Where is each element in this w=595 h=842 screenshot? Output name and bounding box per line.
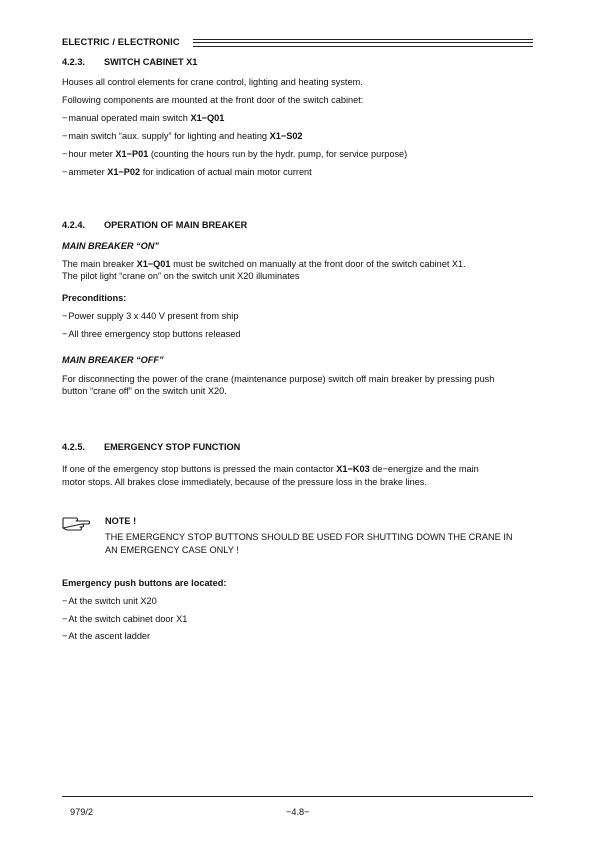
note-text: AN EMERGENCY CASE ONLY ! [105,545,239,555]
text: The main breaker [62,259,137,269]
component-code: X1−K03 [336,464,370,474]
preconditions-heading: Preconditions: [62,293,127,303]
section-title: SWITCH CABINET X1 [104,57,198,67]
component-code: X1−Q01 [136,259,171,269]
paragraph: The pilot light “crane on” on the switch unit X20 illuminates [62,271,300,281]
text: must be switched on manually at the front door of the switch cabinet X1. [170,259,466,269]
emergency-locations-heading: Emergency push buttons are located: [62,578,227,588]
dash: − [62,614,68,624]
list-item [62,149,407,159]
list-item [62,113,224,123]
section-title: EMERGENCY STOP FUNCTION [104,442,241,452]
list-item [62,311,238,321]
list-text: (counting the hours run by the hydr. pump, for service purpose) [148,149,408,159]
header-rule [193,39,533,47]
section-number: 4.2.5. [62,442,85,452]
paragraph: Houses all control elements for crane control, lighting and heating system. [62,77,363,87]
section-heading-4-2-4 [62,220,247,230]
list-text: At the switch unit X20 [68,596,157,606]
paragraph: button “crane off” on the switch unit X20. [62,386,227,396]
list-text: All three emergency stop buttons released [68,329,241,339]
list-text: ammeter [68,167,108,177]
note-title: NOTE ! [105,516,137,526]
section-number: 4.2.3. [62,57,85,67]
list-item [62,167,312,177]
section-number: 4.2.4. [62,220,85,230]
section-heading-4-2-3 [62,57,197,67]
paragraph: Following components are mounted at the front door of the switch cabinet: [62,95,364,105]
component-code: X1−P02 [107,167,141,177]
paragraph: motor stops. All brakes close immediately, because of the pressure loss in the brake lines. [62,477,427,487]
pointing-hand-icon [62,514,90,532]
running-header: ELECTRIC / ELECTRONIC [62,36,180,47]
subheading-main-breaker-on: MAIN BREAKER “ON” [62,241,159,251]
list-item [62,329,240,339]
list-text: hour meter [68,149,116,159]
note-text: THE EMERGENCY STOP BUTTONS SHOULD BE USED FOR SHUTTING DOWN THE CRANE IN [105,532,513,542]
dash: − [62,113,68,123]
document-number: 979/2 [70,807,93,817]
footer-rule [62,796,533,797]
dash: − [62,311,68,321]
page-number: −4.8− [286,807,310,817]
section-title: OPERATION OF MAIN BREAKER [104,220,248,230]
list-text: main switch “aux. supply” for lighting and heating [68,131,270,141]
paragraph [62,464,479,474]
dash: − [62,631,68,641]
list-text: manual operated main switch [68,113,191,123]
list-text: Power supply 3 x 440 V present from ship [68,311,239,321]
dash: − [62,596,68,606]
text: If one of the emergency stop buttons is pressed the main contactor [62,464,337,474]
list-text: for indication of actual main motor current [140,167,312,177]
section-heading-4-2-5 [62,442,240,452]
list-item [62,596,157,606]
paragraph [62,259,466,269]
component-code: X1−S02 [269,131,303,141]
list-text: At the switch cabinet door X1 [68,614,188,624]
paragraph: For disconnecting the power of the crane (maintenance purpose) switch off main breaker by pressing push [62,374,495,384]
dash: − [62,167,68,177]
dash: − [62,131,68,141]
list-item [62,131,303,141]
subheading-main-breaker-off: MAIN BREAKER “OFF” [62,355,164,365]
list-item [62,614,187,624]
list-text: At the ascent ladder [68,631,151,641]
component-code: X1−P01 [115,149,149,159]
dash: − [62,329,68,339]
component-code: X1−Q01 [190,113,225,123]
text: de−energize and the main [369,464,479,474]
list-item [62,631,150,641]
dash: − [62,149,68,159]
